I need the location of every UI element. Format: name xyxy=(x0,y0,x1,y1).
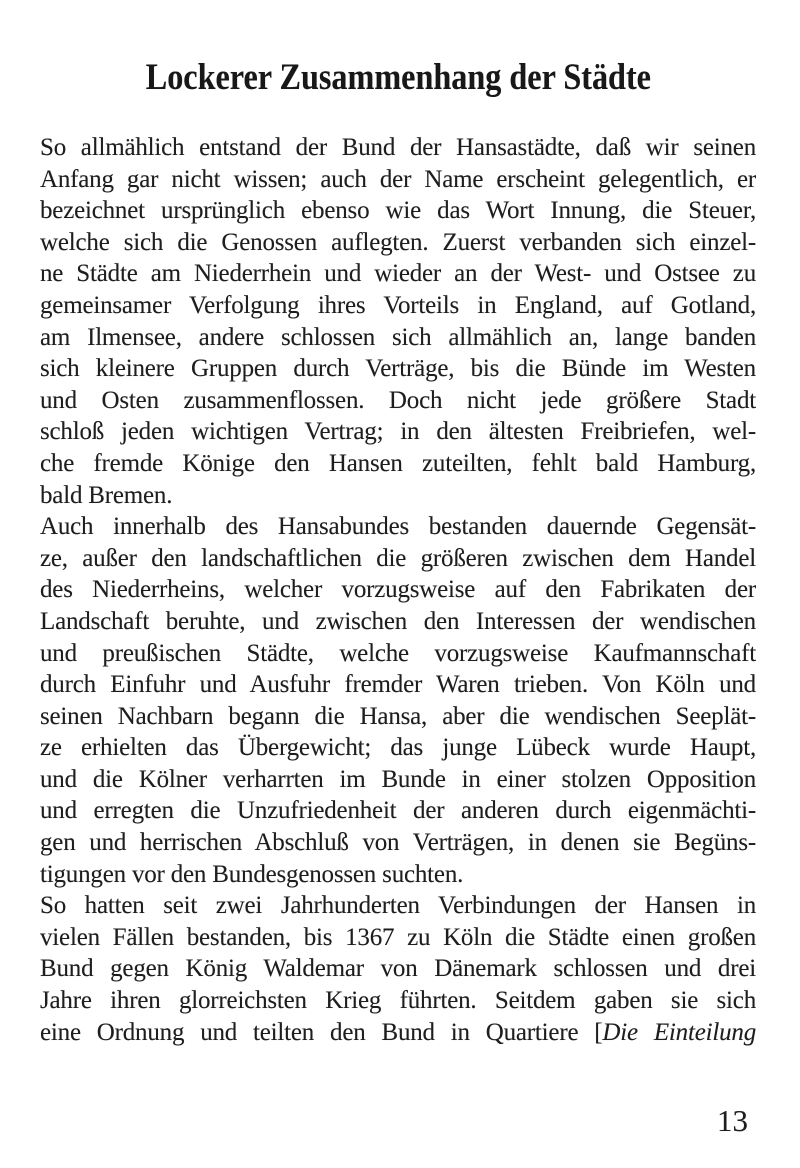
text-line: Jahre ihren glorreichsten Krieg führten. Seitdem gaben sie sich xyxy=(40,987,756,1015)
text-line: Bund gegen König Waldemar von Dänemark schlossen und drei xyxy=(40,955,756,983)
chapter-title xyxy=(40,56,756,100)
text-line: gemeinsamer Verfolgung ihres Vorteils in England, auf Gotland, xyxy=(40,291,756,319)
text-line: So allmählich entstand der Bund der Hansastädte, daß wir seinen xyxy=(40,134,756,161)
text-line: ze, außer den landschaftlichen die größeren zwischen dem Handel xyxy=(40,544,756,572)
text-line: che fremde Könige den Hansen zuteilten, fehlt bald Hamburg, xyxy=(40,449,756,477)
text-line: Auch innerhalb des Hansabundes bestanden dauernde Gegensät- xyxy=(40,513,756,541)
text-line: vielen Fällen bestanden, bis 1367 zu Köln die Städte einen großen xyxy=(40,923,756,951)
text-line: Landschaft beruhte, und zwischen den Interessen der wendischen xyxy=(40,607,756,635)
text-line: bald Bremen. xyxy=(40,481,173,509)
text-line: So hatten seit zwei Jahrhunderten Verbindungen der Hansen in xyxy=(40,892,756,920)
text-line: und preußischen Städte, welche vorzugsweise Kaufmannschaft xyxy=(40,639,756,667)
text-line: schloß jeden wichtigen Vertrag; in den ältesten Freibriefen, wel- xyxy=(40,418,756,446)
text-line: des Niederrheins, welcher vorzugsweise auf den Fabrikaten der xyxy=(40,576,756,604)
text-line: Anfang gar nicht wissen; auch der Name erscheint gelegentlich, er xyxy=(40,165,756,193)
text-line: welche sich die Genossen auflegten. Zuerst verbanden sich einzel- xyxy=(40,228,756,256)
text-line: sich kleinere Gruppen durch Verträge, bis die Bünde im Westen xyxy=(40,355,756,383)
text-line: tigungen vor den Bundesgenossen suchten. xyxy=(40,860,464,888)
text-line: am Ilmensee, andere schlossen sich allmählich an, lange banden xyxy=(40,323,756,351)
text-line: durch Einfuhr und Ausfuhr fremder Waren trieben. Von Köln und xyxy=(40,671,756,699)
text-line: und Osten zusammenflossen. Doch nicht jede größere Stadt xyxy=(40,386,756,414)
text-line: bezeichnet ursprünglich ebenso wie das Wort Innung, die Steuer, xyxy=(40,197,756,225)
text-line: seinen Nachbarn begann die Hansa, aber die wendischen Seeplät- xyxy=(40,702,756,730)
text-line xyxy=(40,1017,756,1049)
text-line: und die Kölner verharrten im Bunde in einer stolzen Opposition xyxy=(40,765,756,793)
text-line: ne Städte am Niederrhein und wieder an der West- und Ostsee zu xyxy=(40,260,756,288)
text-line: und erregten die Unzufriedenheit der anderen durch eigenmächti- xyxy=(40,797,756,825)
chapter-title-text: Lockerer Zusammenhang der Städte xyxy=(145,57,651,98)
page-number: 13 xyxy=(717,1103,748,1138)
body-text xyxy=(40,132,756,1048)
text-line: ze erhielten das Übergewicht; das junge Lübeck wurde Haupt, xyxy=(40,734,756,762)
italic-continuation: Die Einteilung xyxy=(602,1018,756,1046)
text-segment: eine Ordnung und teilten den Bund in Quartiere [ xyxy=(40,1018,603,1046)
text-line: gen und herrischen Abschluß von Verträgen, in denen sie Begüns- xyxy=(40,829,756,857)
